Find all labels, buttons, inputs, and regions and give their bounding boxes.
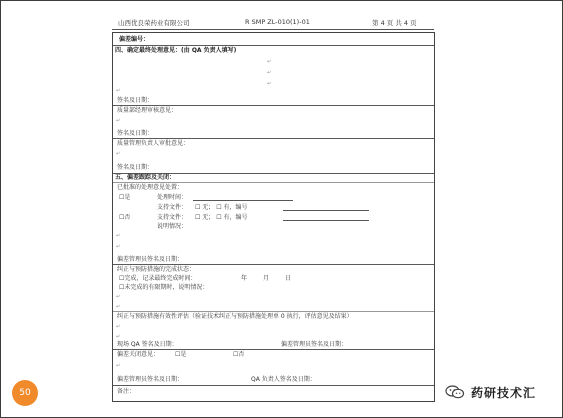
capa-status-label: 纠正与预防措施的完成状态： [117,266,196,273]
capa-done-option[interactable]: ☐完成，记录最终完成时间： [119,275,197,282]
admin-sign-label: 偏差管理员签名及日期： [117,376,184,383]
sign-date-label: 签名及日期： [117,97,154,104]
deviation-form [112,32,435,402]
process-time-field[interactable] [193,194,293,201]
paragraph-mark: ↵ [267,59,272,65]
paragraph-mark: ↵ [116,233,121,239]
header-rule [112,29,434,30]
header-doc-code: R SMP ZL-010(1)-01 [245,18,310,26]
paragraph-mark: ↵ [116,151,121,157]
process-time-label: 处理时间： [157,194,188,201]
manager-sign-label: 偏差管理员签名及日期： [281,341,348,348]
paragraph-mark: ↵ [267,81,272,87]
option-no[interactable]: ☐否 [119,214,131,221]
capa-evaluation-label: 纠正与预防措施有效性评估（验证技术纠正与预防措施处理单 0 执行，评估意见及结果） [117,313,353,320]
row-divider [113,105,434,106]
paragraph-mark: ↵ [116,88,121,94]
option-yes[interactable]: ☐是 [119,194,131,201]
day-label: 日 [285,275,292,282]
reason-label: 说明情况： [157,223,188,230]
capa-undone-option[interactable]: ☐未完成的有限期时，说明情况： [119,284,209,291]
header-page-count: 第 4 页 共 4 页 [372,19,417,27]
watermark [445,384,536,400]
row-divider [113,385,434,386]
wechat-icon [445,385,465,399]
header-company: 山西优良荣药业有限公司 [118,19,190,27]
row-divider [113,182,434,183]
qa-head-sign-label: QA 负责人签名及日期： [251,376,316,383]
support-file-number-field[interactable] [283,204,369,211]
month-label: 月 [263,275,270,282]
support-file-options[interactable]: ☐ 无； ☐ 有，编号 [195,214,248,221]
row-divider [113,311,434,312]
paragraph-mark: ↵ [267,70,272,76]
support-file-label: 支持文件： [157,214,188,221]
support-file-options[interactable]: ☐ 无； ☐ 有，编号 [195,204,248,211]
paragraph-mark: ↵ [116,244,121,250]
sign-date-label: 签名及日期： [117,130,154,137]
sign-date-label: 签名及日期： [117,164,154,171]
paragraph-mark: ↵ [116,334,121,340]
dept-manager-review-label: 质量部经理审核意见： [117,107,178,114]
row-divider [113,45,434,46]
section5-title: 五、偏差跟踪及关闭： [115,174,176,181]
paragraph-mark: ↵ [116,294,121,300]
close-yes-option[interactable]: ☐是 [175,351,187,358]
row-divider [113,138,434,139]
year-label: 年 [241,275,248,282]
quality-head-approval-label: 质量管理负责人审批意见： [117,140,190,147]
section4-title: 四、确定最终处理意见：(由 QA 负责人填写) [115,47,237,54]
deviation-number-label: 偏差编号： [119,36,150,43]
support-file-number-field[interactable] [283,214,369,221]
close-no-option[interactable]: ☐否 [233,351,245,358]
row-divider [113,264,434,265]
row-divider [113,349,434,350]
paragraph-mark: ↵ [116,363,121,369]
close-opinion-label: 偏差关闭意见： [117,351,160,358]
qa-sign-label: 现场 QA 签名及日期： [117,341,178,348]
watermark-text: 药研技术汇 [471,385,537,400]
support-file-label: 支持文件： [157,204,188,211]
paragraph-mark: ↵ [116,118,121,124]
paragraph-mark: ↵ [116,304,121,310]
deviation-admin-sign-label: 偏差管理员签名及日期： [117,256,184,263]
slide-page-number: 50 [12,380,38,406]
final-opinion-label: 已批准的处理意见处置： [117,184,184,191]
remark-label: 备注： [117,388,136,395]
paragraph-mark: ↵ [116,324,121,330]
